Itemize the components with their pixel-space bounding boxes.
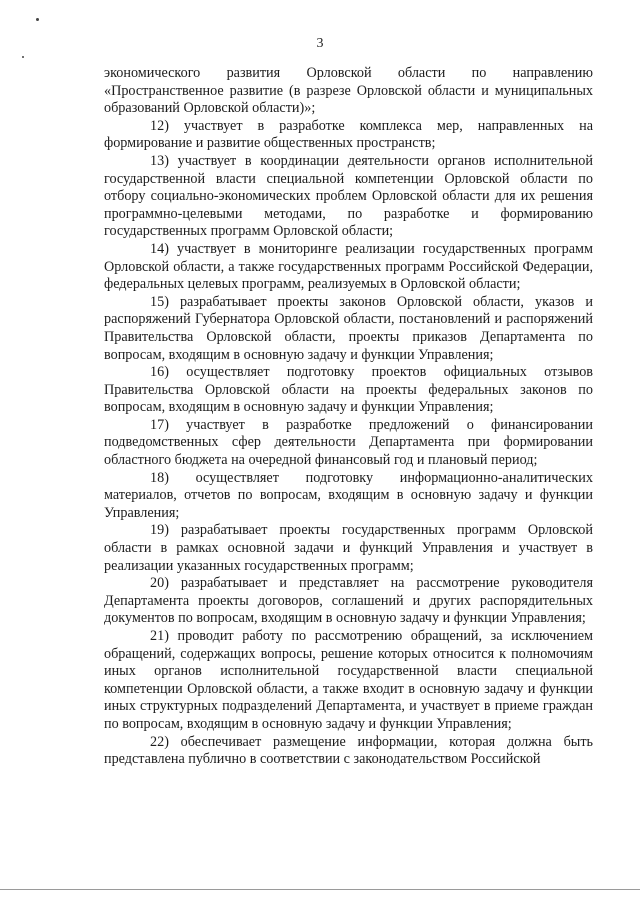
paragraph-item-22: 22) обеспечивает размещение информации, которая должна быть представлена публично в соответствии с законодательством Российской <box>104 733 593 768</box>
paragraph-item-14: 14) участвует в мониторинге реализации государственных программ Орловской области, а также государственных программ Российской Федерации, федеральных целевых программ, реализуемых в Орловской области; <box>104 240 593 293</box>
paragraph-item-15: 15) разрабатывает проекты законов Орловской области, указов и распоряжений Губернатора Орловской области, постановлений и распоряжений Правительства Орловской области, проекты приказов Департамента по вопросам, входящим в основную задачу и функции Управления; <box>104 293 593 363</box>
paragraph-item-18: 18) осуществляет подготовку информационно-аналитических материалов, отчетов по вопросам, входящим в основную задачу и функции Управления; <box>104 469 593 521</box>
paragraph-item-13: 13) участвует в координации деятельности органов исполнительной государственной власти специальной компетенции Орловской области по отбору социально-экономических проблем Орловской области для их решения программно-целевыми методами, по разработке и формированию государственных программ Орловской области; <box>104 152 593 240</box>
paragraph-item-21: 21) проводит работу по рассмотрению обращений, за исключением обращений, содержащих вопросы, решение которых относится к полномочиям иных органов исполнительной государственной власти специальной компетенции Орловской области, а также входит в основную задачу и функции иных структурных подразделений Департамента, и участвует в приеме граждан по вопросам, входящим в основную задачу и функции Управления; <box>104 628 593 732</box>
paragraph-item-20: 20) разрабатывает и представляет на рассмотрение руководителя Департамента проекты договоров, соглашений и других распорядительных документов по вопросам, входящим в основную задачу и функции Управления; <box>104 575 593 627</box>
page-number: 3 <box>316 36 324 51</box>
scan-speck <box>36 18 39 21</box>
paragraph-item-19: 19) разрабатывает проекты государственных программ Орловской области в рамках основной задачи и функций Управления и участвует в реализации указанных государственных программ; <box>104 522 593 574</box>
scan-speck <box>22 56 24 58</box>
paragraph-item-16: 16) осуществляет подготовку проектов официальных отзывов Правительства Орловской области на проекты федеральных законов по вопросам, входящим в основную задачу и функции Управления; <box>104 364 593 416</box>
paragraph-item-17: 17) участвует в разработке предложений о финансировании подведомственных сфер деятельности Департамента при формировании областного бюджета на очередной финансовый год и плановый период; <box>104 416 593 469</box>
document-body <box>104 65 593 769</box>
paragraph-item-12: 12) участвует в разработке комплекса мер, направленных на формирование и развитие общественных пространств; <box>104 117 593 152</box>
scan-edge-line <box>0 889 640 890</box>
paragraph-continuation: экономического развития Орловской области по направлению «Пространственное развитие (в разрезе Орловской области и муниципальных образований Орловской области)»; <box>104 65 593 117</box>
